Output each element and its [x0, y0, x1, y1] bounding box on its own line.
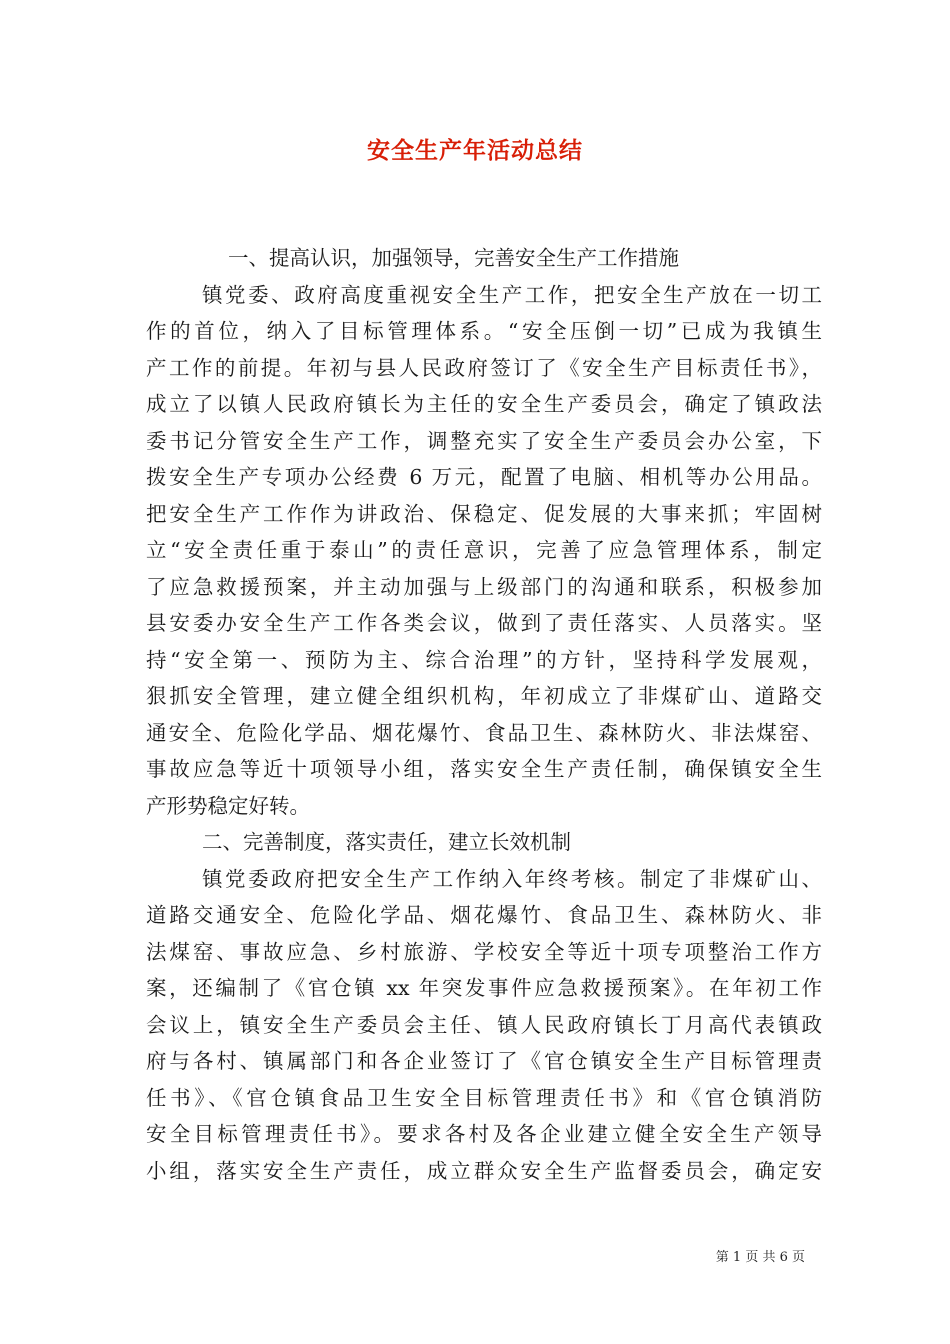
section-heading: 二、完善制度，落实责任，建立长效机制 [202, 830, 571, 854]
document-body [146, 240, 822, 1189]
paragraph-line: 产工作的前提。年初与县人民政府签订了《安全生产目标责任书》， [146, 355, 822, 380]
section-heading: 一、提高认识，加强领导，完善安全生产工作措施 [228, 246, 679, 270]
paragraph-line: 成立了以镇人民政府镇长为主任的安全生产委员会，确定了镇政法 [146, 392, 822, 416]
paragraph-line: 狠抓安全管理，建立健全组织机构，年初成立了非煤矿山、道路交 [146, 684, 822, 708]
paragraph-line: 了应急救援预案，并主动加强与上级部门的沟通和联系，积极参加 [146, 574, 822, 599]
paragraph-line: 府与各村、镇属部门和各企业签订了《官仓镇安全生产目标管理责 [146, 1049, 822, 1073]
paragraph-line: 委书记分管安全生产工作，调整充实了安全生产委员会办公室，下 [146, 428, 822, 453]
document-title: 安全生产年活动总结 [367, 137, 583, 164]
paragraph-line: 道路交通安全、危险化学品、烟花爆竹、食品卫生、森林防火、非 [146, 903, 822, 927]
paragraph-line: 案，还编制了《官仓镇 xx 年突发事件应急救援预案》。在年初工作 [146, 976, 822, 1000]
paragraph-line: 会议上，镇安全生产委员会主任、镇人民政府镇长丁月高代表镇政 [146, 1012, 822, 1037]
paragraph-line: 作的首位，纳入了目标管理体系。“安全压倒一切”已成为我镇生 [146, 319, 822, 343]
paragraph-line: 把安全生产工作作为讲政治、保稳定、促发展的大事来抓；牢固树 [146, 501, 822, 526]
paragraph-line: 镇党委、政府高度重视安全生产工作，把安全生产放在一切工 [202, 282, 822, 307]
page-number: 第 1 页 共 6 页 [715, 1250, 805, 1265]
paragraph-line: 拨安全生产专项办公经费 6 万元，配置了电脑、相机等办公用品。 [146, 465, 822, 489]
paragraph-line: 法煤窑、事故应急、乡村旅游、学校安全等近十项专项整治工作方 [146, 939, 822, 964]
paragraph-line: 县安委办安全生产工作各类会议，做到了责任落实、人员落实。坚 [146, 611, 822, 635]
paragraph-line: 安全目标管理责任书》。要求各村及各企业建立健全安全生产领导 [146, 1122, 822, 1146]
paragraph-line: 事故应急等近十项领导小组，落实安全生产责任制，确保镇安全生 [146, 757, 822, 781]
paragraph-line: 通安全、危险化学品、烟花爆竹、食品卫生、森林防火、非法煤窑、 [146, 720, 822, 745]
paragraph-line: 任书》、《官仓镇食品卫生安全目标管理责任书》和《官仓镇消防 [146, 1085, 822, 1110]
paragraph-line: 小组，落实安全生产责任，成立群众安全生产监督委员会，确定安 [146, 1158, 822, 1183]
paragraph-line: 产形势稳定好转。 [146, 793, 310, 818]
paragraph-line: 立“安全责任重于泰山”的责任意识，完善了应急管理体系，制定 [146, 538, 822, 562]
paragraph-line: 镇党委政府把安全生产工作纳入年终考核。制定了非煤矿山、 [202, 866, 822, 891]
paragraph-line: 持“安全第一、预防为主、综合治理”的方针，坚持科学发展观， [146, 647, 822, 672]
